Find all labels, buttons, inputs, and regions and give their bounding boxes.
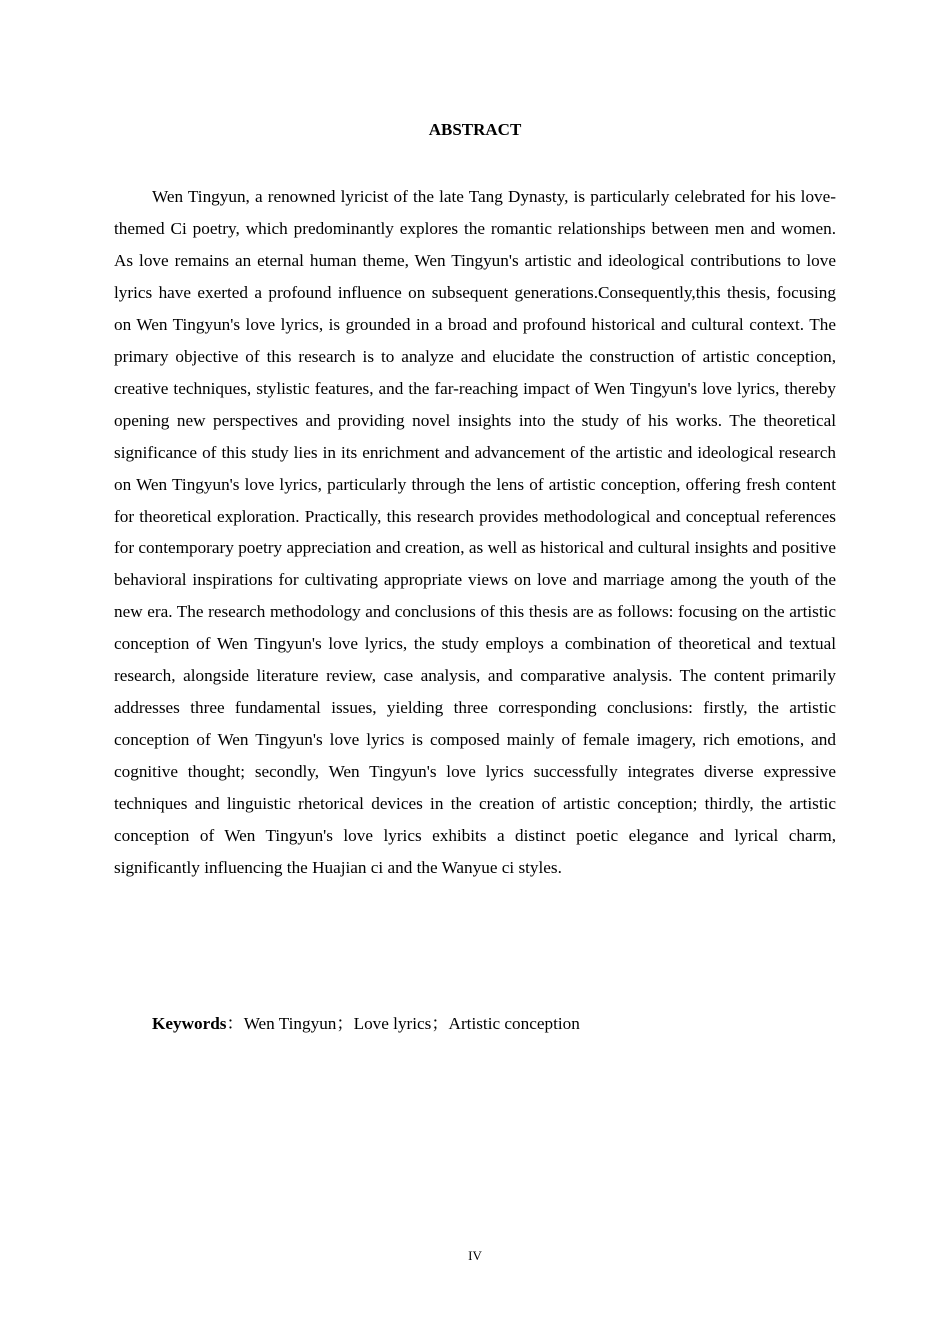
keywords-line [152, 1012, 580, 1036]
keywords-label: Keywords [152, 1014, 227, 1033]
keywords-separator: ： [226, 1014, 244, 1033]
keywords-text: Wen Tingyun；Love lyrics；Artistic conception [243, 1014, 580, 1033]
page-title: ABSTRACT [428, 120, 522, 139]
abstract-paragraph: Wen Tingyun, a renowned lyricist of the late Tang Dynasty, is particularly celebrated for his love-themed Ci poetry, which predominantly explores the romantic relationships between men and women. As love remains an eternal human theme, Wen Tingyun's artistic and ideological contributions to love lyrics have exerted a profound influence on subsequent generations.Consequently,this thesis, focusing on Wen Tingyun's love lyrics, is grounded in a broad and profound historical and cultural context. The primary objective of this research is to analyze and elucidate the construction of artistic conception, creative techniques, stylistic features, and the far-reaching impact of Wen Tingyun's love lyrics, thereby opening new perspectives and providing novel insights into the study of his works. The theoretical significance of this study lies in its enrichment and advancement of the artistic and ideological research on Wen Tingyun's love lyrics, particularly through the lens of artistic conception, offering fresh content for theoretical exploration. Practically, this research provides methodological and conceptual references for contemporary poetry appreciation and creation, as well as historical and cultural insights and positive behavioral inspirations for cultivating appropriate views on love and marriage among the youth of the new era. The research methodology and conclusions of this thesis are as follows: focusing on the artistic conception of Wen Tingyun's love lyrics, the study employs a combination of theoretical and textual research, alongside literature review, case analysis, and comparative analysis. The content primarily addresses three fundamental issues, yielding three corresponding conclusions: firstly, the artistic conception of Wen Tingyun's love lyrics is composed mainly of female imagery, rich emotions, and cognitive thought; secondly, Wen Tingyun's love lyrics successfully integrates diverse expressive techniques and linguistic rhetorical devices in the creation of artistic conception; thirdly, the artistic conception of Wen Tingyun's love lyrics exhibits a distinct poetic elegance and lyrical charm, significantly influencing the Huajian ci and the Wanyue ci styles. [114, 187, 836, 878]
page-number: IV [468, 1248, 482, 1263]
